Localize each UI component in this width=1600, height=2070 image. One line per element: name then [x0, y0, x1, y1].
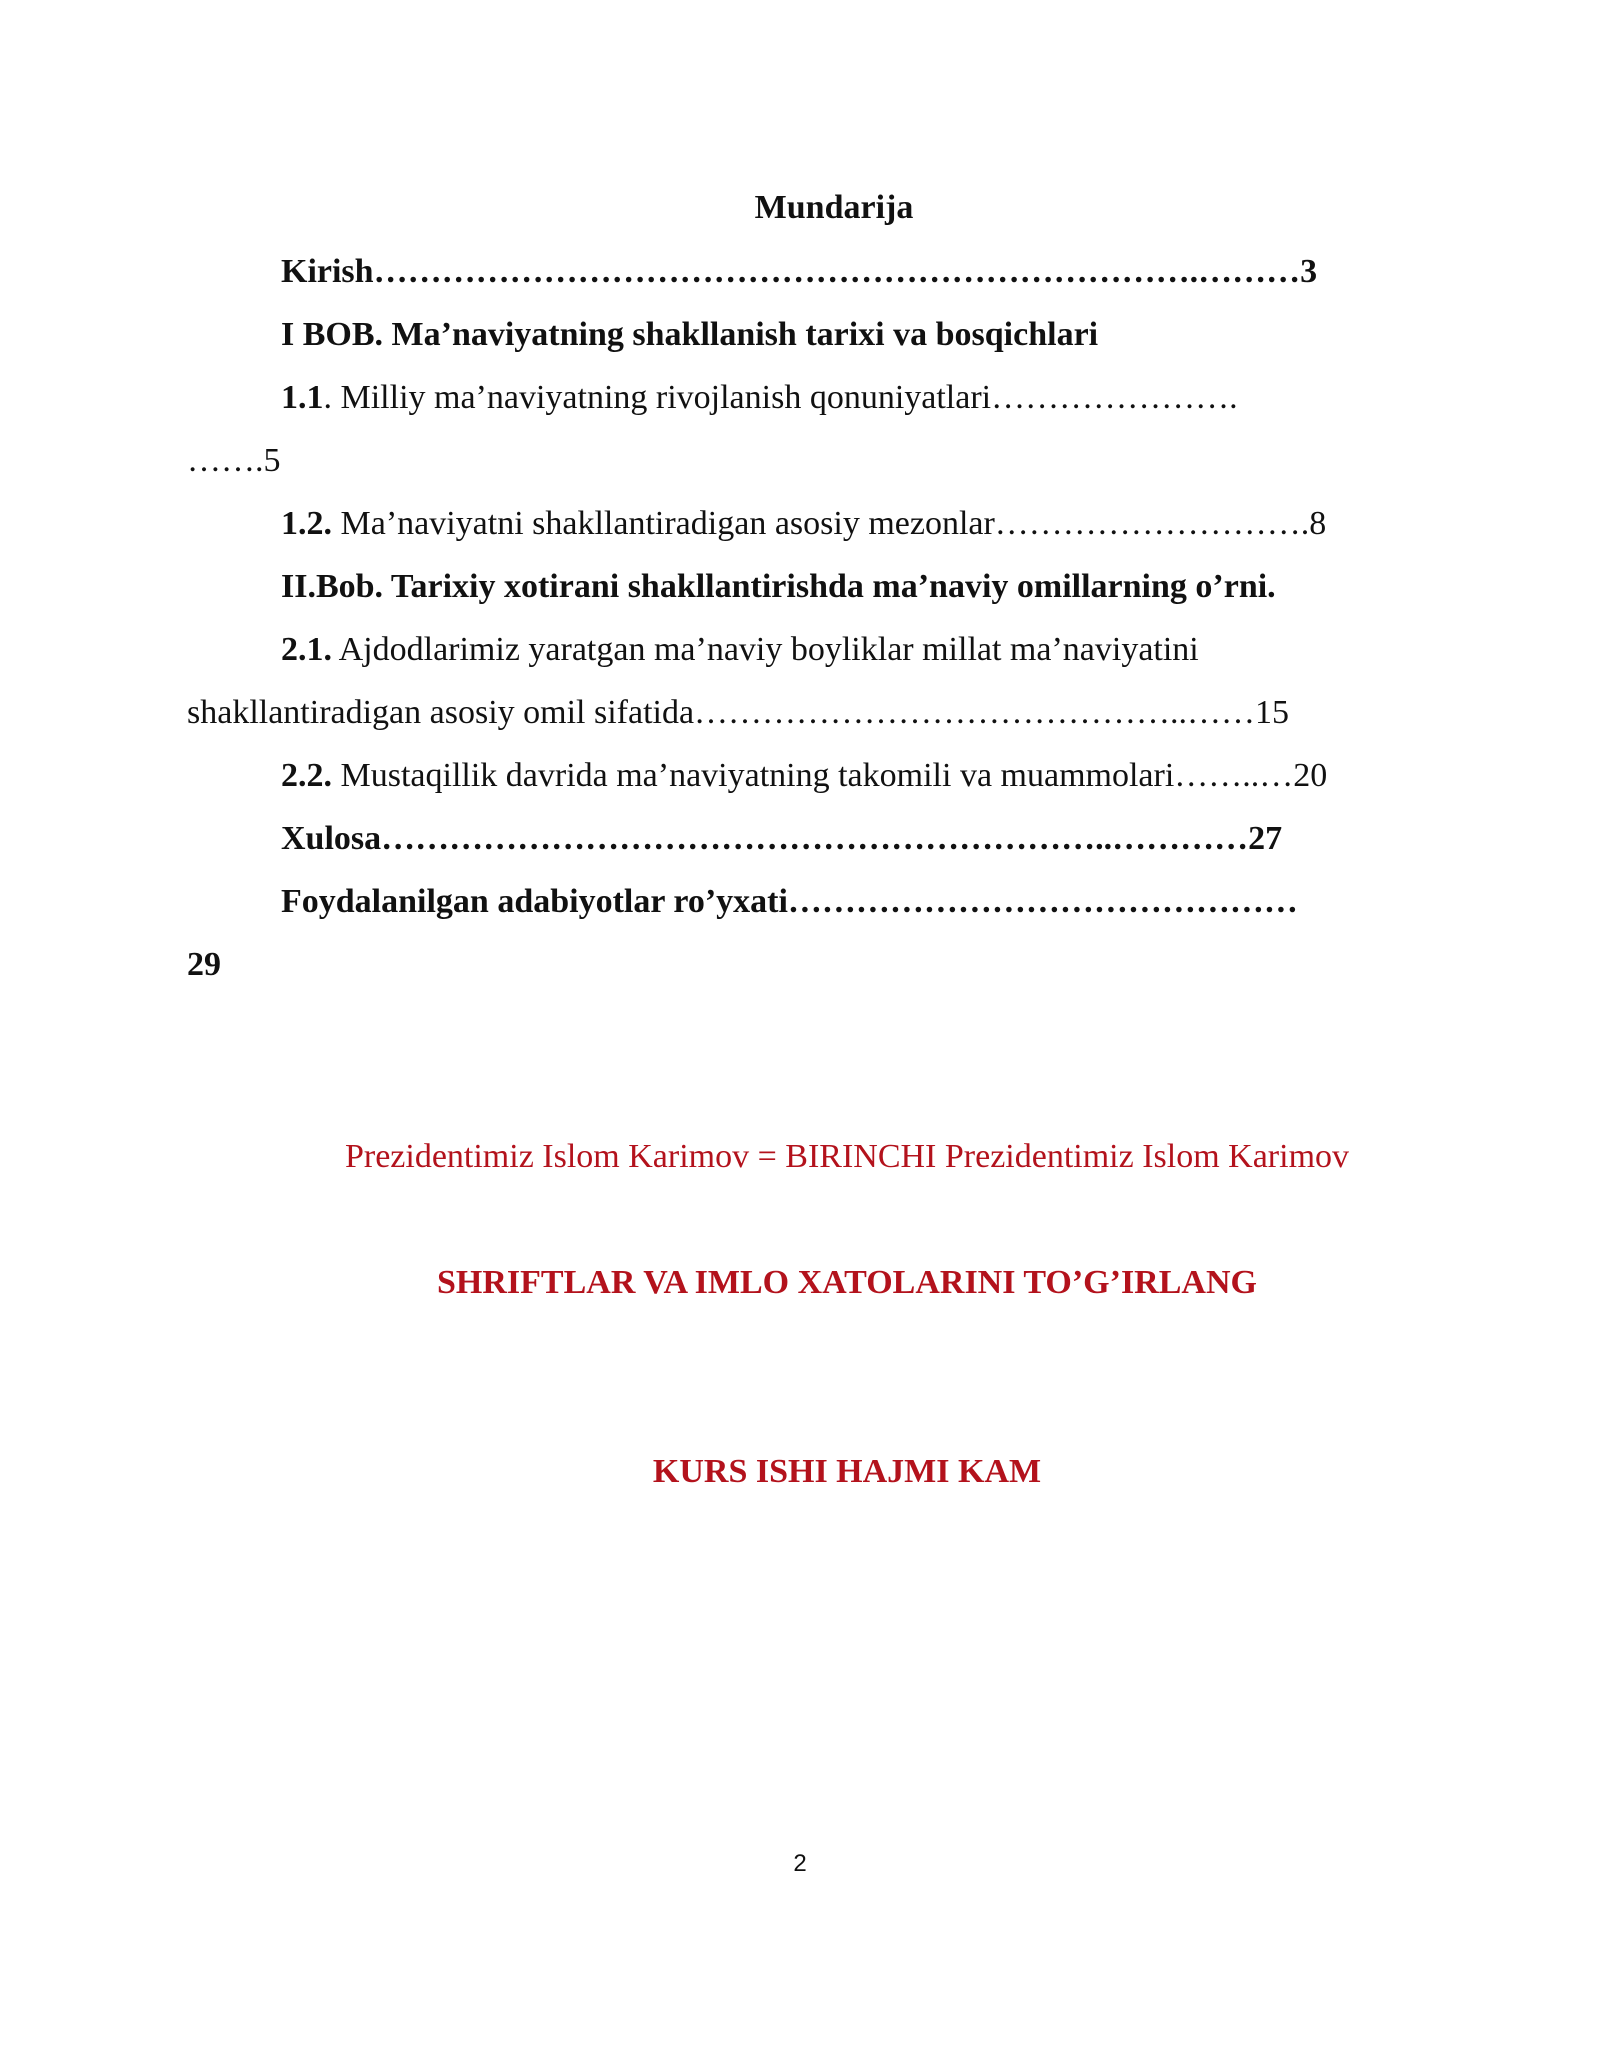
toc-entry-1-2: [281, 504, 1326, 544]
toc-entry-1-2-text: Ma’naviyatni shakllantiradigan asosiy mezonlar……………………….8: [332, 505, 1327, 542]
toc-entry-1-1-number: 1.1: [281, 379, 324, 416]
toc-title: Mundarija: [754, 189, 914, 226]
toc-entry-2-2: [281, 756, 1327, 796]
toc-entry-2-2-number: 2.2.: [281, 757, 332, 794]
toc-entry-foydalanilgan-page: 29: [187, 946, 221, 983]
toc-entry-2-1: [281, 630, 1199, 670]
toc-entry-1-2-number: 1.2.: [281, 505, 332, 542]
toc-entry-1-1: [281, 378, 1238, 418]
review-note-volume: KURS ISHI HAJMI KAM: [652, 1453, 1042, 1490]
review-note-fonts-spelling: SHRIFTLAR VA IMLO XATOLARINI TO’G’IRLANG: [437, 1264, 1257, 1301]
toc-entry-xulosa: Xulosa………………………………………………………..…………27: [281, 820, 1283, 857]
toc-entry-1-1-text: . Milliy ma’naviyatning rivojlanish qonuniyatlari………………….: [323, 379, 1238, 416]
toc-entry-2-1-number: 2.1.: [281, 631, 332, 668]
toc-entry-kirish: Kirish……………………………………………………………….………3: [281, 253, 1318, 290]
toc-entry-1-1-continuation: …….5: [187, 442, 281, 479]
toc-entry-2-1-text: Ajdodlarimiz yaratgan ma’naviy boyliklar millat ma’naviyatini: [332, 631, 1199, 668]
toc-entry-foydalanilgan: Foydalanilgan adabiyotlar ro’yxati………………………………………: [281, 883, 1298, 920]
toc-entry-2-1-continuation: shakllantiradigan asosiy omil sifatida……………………………………..……15: [187, 694, 1290, 731]
toc-chapter-1: I BOB. Ma’naviyatning shakllanish tarixi va bosqichlari: [281, 316, 1099, 353]
toc-entry-2-2-text: Mustaqillik davrida ma’naviyatning takomili va muammolari……..…20: [332, 757, 1328, 794]
toc-chapter-2: II.Bob. Tarixiy xotirani shakllantirishda ma’naviy omillarning o’rni.: [281, 568, 1276, 605]
review-note-president: Prezidentimiz Islom Karimov = BIRINCHI Prezidentimiz Islom Karimov: [344, 1138, 1350, 1175]
page-number: 2: [793, 1850, 807, 1877]
